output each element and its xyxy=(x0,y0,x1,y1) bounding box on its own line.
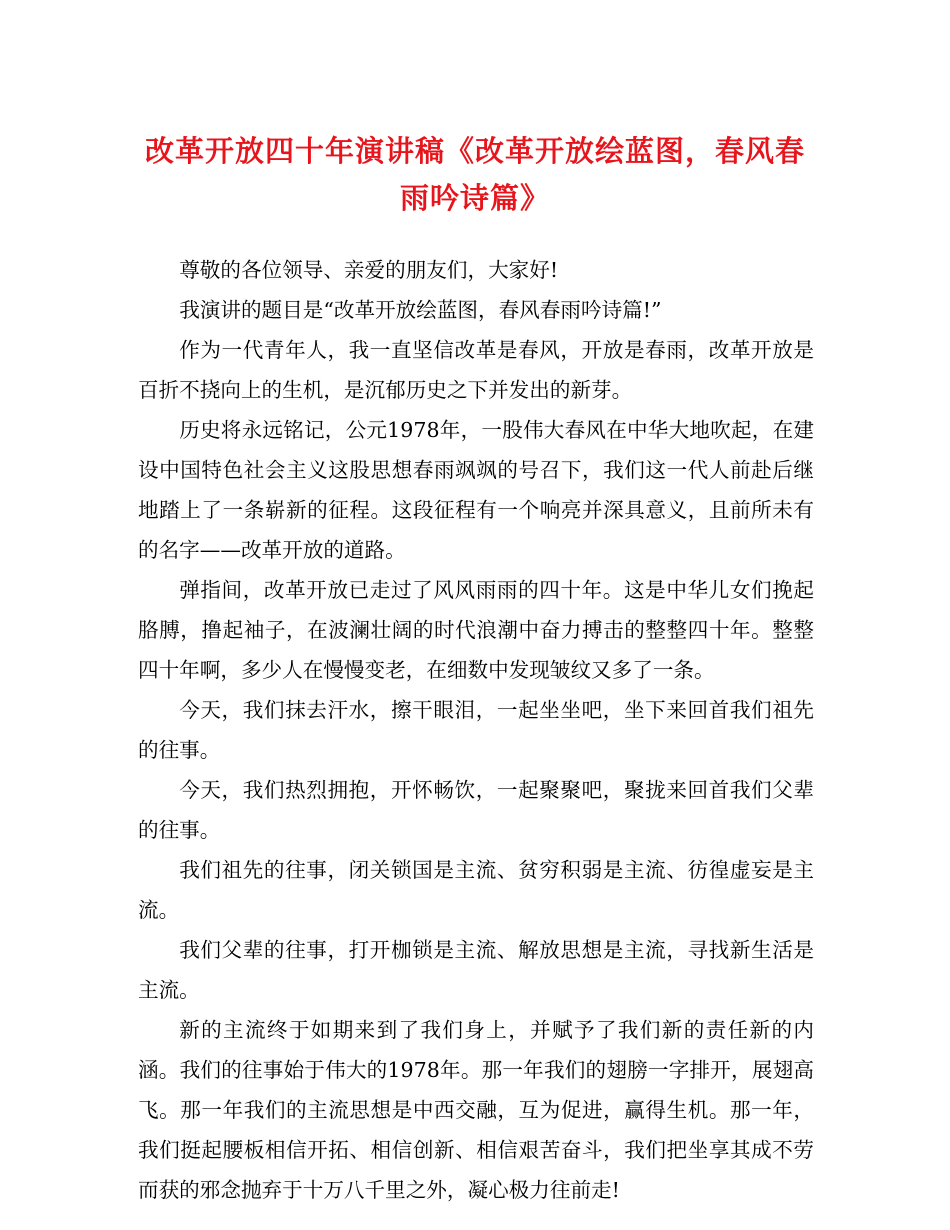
paragraph-ancestors-past: 我们祖先的往事，闭关锁国是主流、贫穷积弱是主流、彷徨虚妄是主流。 xyxy=(138,858,814,922)
paragraph-topic: 我演讲的题目是“改革开放绘蓝图，春风春雨吟诗篇!” xyxy=(179,298,662,322)
document-title: 改革开放四十年演讲稿《改革开放绘蓝图，春风春雨吟诗篇》 xyxy=(144,134,805,215)
document-body xyxy=(138,250,814,1210)
paragraph-forty-years: 弹指间，改革开放已走过了风风雨雨的四十年。这是中华儿女们挽起胳膊，撸起袖子，在波澜壮阔的时代浪潮中奋力搏击的整整四十年。整整四十年啊，多少人在慢慢变老，在细数中发现皱纹又多了一条。 xyxy=(138,578,814,682)
paragraph-belief: 作为一代青年人，我一直坚信改革是春风，开放是春雨，改革开放是百折不挠向上的生机，是沉郁历史之下并发出的新芽。 xyxy=(138,338,814,402)
paragraph-new-mainstream: 新的主流终于如期来到了我们身上，并赋予了我们新的责任新的内涵。我们的往事始于伟大的1978年。那一年我们的翅膀一字排开，展翅高飞。那一年我们的主流思想是中西交融，互为促进，赢得生机。那一年，我们挺起腰板相信开拓、相信创新、相信艰苦奋斗，我们把坐享其成不劳而获的邪念抛弃于十万八千里之外，凝心极力往前走! xyxy=(138,1018,814,1202)
paragraph-parents: 今天，我们热烈拥抱，开怀畅饮，一起聚聚吧，聚拢来回首我们父辈的往事。 xyxy=(138,778,814,842)
paragraph-greeting: 尊敬的各位领导、亲爱的朋友们，大家好! xyxy=(179,258,559,282)
paragraph-parents-past: 我们父辈的往事，打开枷锁是主流、解放思想是主流，寻找新生活是主流。 xyxy=(138,938,814,1002)
paragraph-ancestors: 今天，我们抹去汗水，擦干眼泪，一起坐坐吧，坐下来回首我们祖先的往事。 xyxy=(138,698,814,762)
paragraph-history: 历史将永远铭记，公元1978年，一股伟大春风在中华大地吹起，在建设中国特色社会主义这股思想春雨飒飒的号召下，我们这一代人前赴后继地踏上了一条崭新的征程。这段征程有一个响亮并深具意义，且前所未有的名字——改革开放的道路。 xyxy=(138,418,814,562)
